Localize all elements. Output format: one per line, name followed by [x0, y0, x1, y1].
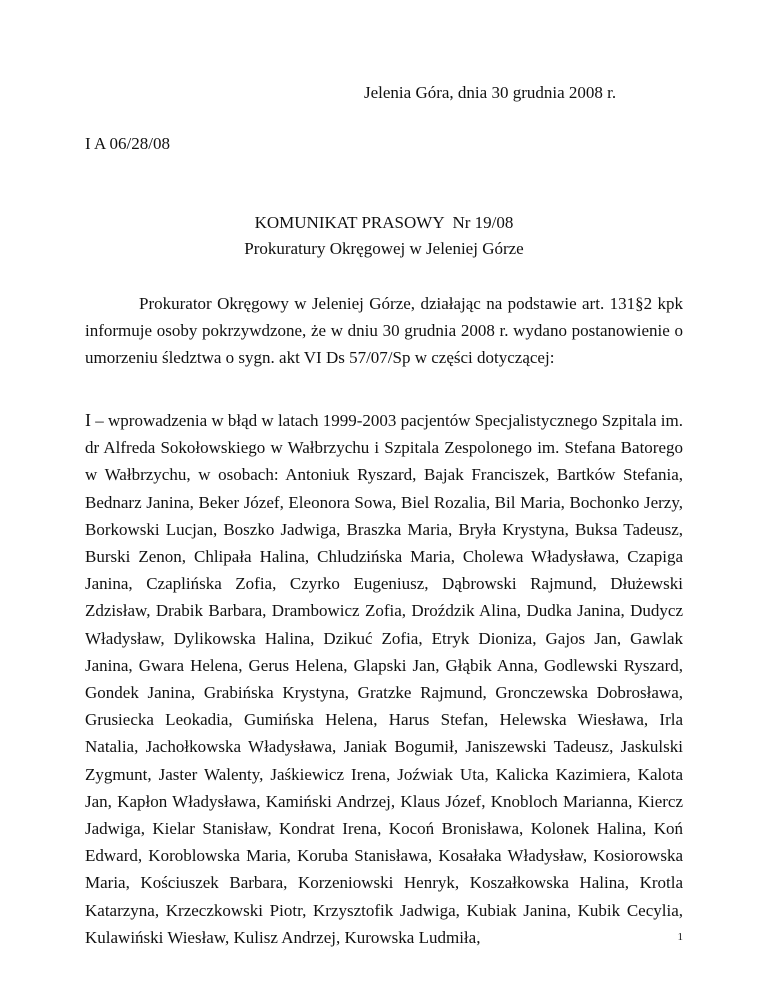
intro-paragraph: Prokurator Okręgowy w Jeleniej Górze, działając na podstawie art. 131§2 kpk informuje osoby pokrzywdzone, że w dniu 30 grudnia 2008 r. wydano postanowienie o umorzeniu śledztwa o sygn. akt VI Ds 57/07/Sp w części dotyczącej:	[85, 294, 683, 368]
reference-number: I A 06/28/08	[85, 134, 171, 153]
section-paragraph	[85, 407, 683, 951]
heading-subtitle: Prokuratury Okręgowej w Jeleniej Górze	[244, 239, 524, 258]
document-dateline: Jelenia Góra, dnia 30 grudnia 2008 r.	[364, 83, 617, 102]
page-number: 1	[677, 931, 683, 943]
section-text: – wprowadzenia w błąd w latach 1999-2003 pacjentów Specjalistycznego Szpitala im. dr Alfreda Sokołowskiego w Wałbrzychu i Szpitala Zespolonego im. Stefana Batorego w Wałbrzychu, w osobach: Antoniuk Ryszard, Bajak Franciszek, Bartków Stefania, Bednarz Janina, Beker Józef, Eleonora Sowa, Biel Rozalia, Bil Maria, Bochonko Jerzy, Borkowski Lucjan, Boszko Jadwiga, Braszka Maria, Bryła Krystyna, Buksa Tadeusz, Burski Zenon, Chlipała Halina, Chludzińska Maria, Cholewa Władysława, Czapiga Janina, Czaplińska Zofia, Czyrko Eugeniusz, Dąbrowski Rajmund, Dłużewski Zdzisław, Drabik Barbara, Drambowicz Zofia, Droździk Alina, Dudka Janina, Dudycz Władysław, Dylikowska Halina, Dzikuć Zofia, Etryk Dioniza, Gajos Jan, Gawlak Janina, Gwara Helena, Gerus Helena, Glapski Jan, Głąbik Anna, Godlewski Ryszard, Gondek Janina, Grabińska Krystyna, Gratzke Rajmund, Gronczewska Dobrosława, Grusiecka Leokadia, Gumińska Helena, Harus Stefan, Helewska Wiesława, Irla Natalia, Jachołkowska Władysława, Janiak Bogumił, Janiszewski Tadeusz, Jaskulski Zygmunt, Jaster Walenty, Jaśkiewicz Irena, Joźwiak Uta, Kalicka Kazimiera, Kalota Jan, Kapłon Władysława, Kamiński Andrzej, Klaus Józef, Knobloch Marianna, Kiercz Jadwiga, Kielar Stanisław, Kondrat Irena, Kocoń Bronisława, Kolonek Halina, Koń Edward, Koroblowska Maria, Koruba Stanisława, Kosałaka Władysław, Kosiorowska Maria, Kościuszek Barbara, Korzeniowski Henryk, Koszałkowska Halina, Krotla Katarzyna, Krzeczkowski Piotr, Krzysztofik Jadwiga, Kubiak Janina, Kubik Cecylia, Kulawiński Wiesław, Kulisz Andrzej, Kurowska Ludmiła,	[85, 411, 683, 947]
heading-title: KOMUNIKAT PRASOWY Nr 19/08	[254, 213, 514, 232]
document-heading	[85, 210, 683, 262]
section-numeral: I	[85, 410, 91, 430]
